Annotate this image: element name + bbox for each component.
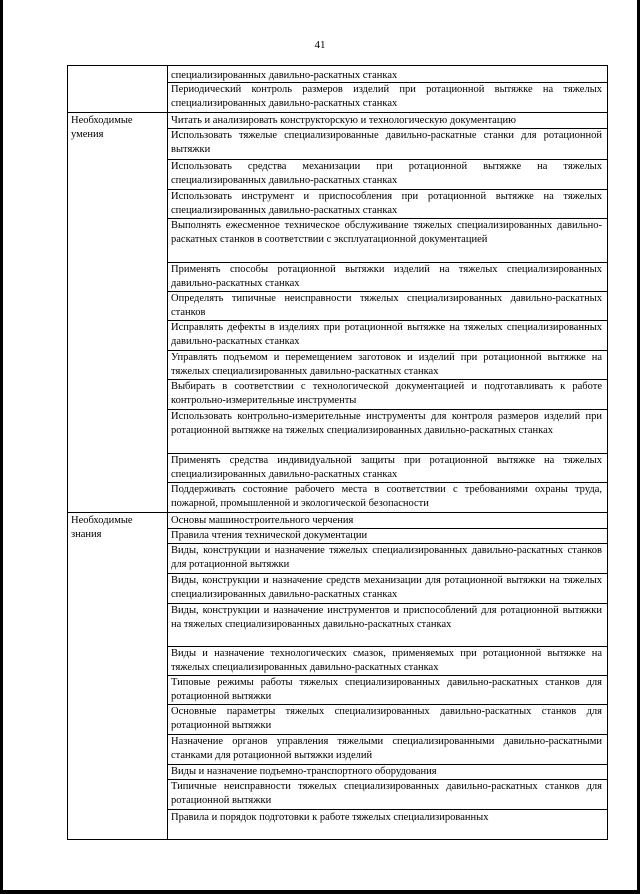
table-cell: Определять типичные неисправности тяжелых специализированных давильно-раскатных станков	[171, 293, 602, 319]
requirements-table	[67, 65, 608, 840]
table-cell: Виды, конструкции и назначение средств механизации для ротационной вытяжки на тяжелых специализированных давильно-раскатных станках	[171, 575, 602, 601]
table-cell: Читать и анализировать конструкторскую и технологическую документацию	[171, 115, 516, 126]
table-cell: Правила чтения технической документации	[171, 530, 368, 541]
scan-edge-bottom	[0, 890, 640, 894]
table-cell: Использовать инструмент и приспособления при ротационной вытяжке на тяжелых специализированных давильно-раскатных станках	[171, 191, 602, 217]
table-cell: Управлять подъемом и перемещением заготовок и изделий при ротационной вытяжке на тяжелых специализированных давильно-раскатных станках	[171, 352, 602, 378]
table-cell: Назначение органов управления тяжелыми специализированными давильно-раскатными станками для ротационной вытяжки изделий	[171, 736, 602, 762]
table-cell: Правила и порядок подготовки к работе тяжелых специализированных	[171, 812, 489, 823]
page-number: 41	[314, 39, 326, 51]
table-cell: Основы машиностроительного черчения	[171, 515, 354, 526]
table-cell: Использовать контрольно-измерительные инструменты для контроля размеров изделий при ротационной вытяжке на тяжелых специализированных давильно-раскатных станках	[171, 411, 602, 437]
scan-edge-left	[0, 0, 3, 894]
table-cell: Виды и назначение подъемно-транспортного оборудования	[171, 766, 437, 777]
table-cell: Виды, конструкции и назначение тяжелых специализированных давильно-раскатных станков для ротационной вытяжки	[171, 545, 602, 571]
table-cell: Основные параметры тяжелых специализированных давильно-раскатных станков для ротационной вытяжки	[171, 706, 602, 732]
table-cell: специализированных давильно-раскатных станках	[171, 70, 398, 81]
table-cell: Виды и назначение технологических смазок, применяемых при ротационной вытяжке на тяжелых специализированных давильно-раскатных станках	[171, 648, 602, 674]
table-cell: Применять способы ротационной вытяжки изделий на тяжелых специализированных давильно-раскатных станках	[171, 264, 602, 290]
table-cell: Выполнять ежесменное техническое обслуживание тяжелых специализированных давильно-раскатных станков в соответствии с эксплуатационной документацией	[171, 220, 602, 246]
table-cell: Виды, конструкции и назначение инструментов и приспособлений для ротационной вытяжки на тяжелых специализированных давильно-раскатных станках	[171, 605, 602, 631]
section-divider	[68, 112, 608, 113]
table-cell: Типичные неисправности тяжелых специализированных давильно-раскатных станков для ротационной вытяжки	[171, 781, 602, 807]
table-cell: Использовать средства механизации при ротационной вытяжке на тяжелых специализированных давильно-раскатных станках	[171, 161, 602, 187]
section-divider	[68, 512, 608, 513]
table-cell: Применять средства индивидуальной защиты при ротационной вытяжке на тяжелых специализированных давильно-раскатных станках	[171, 455, 602, 481]
section-label-knowledge: Необходимые знания	[71, 515, 133, 540]
row-divider	[168, 809, 608, 810]
table-cell: Поддерживать состояние рабочего места в соответствии с требованиями охраны труда, пожарной, промышленной и экологической безопасности	[171, 484, 602, 510]
table-cell: Использовать тяжелые специализированные давильно-раскатные станки для ротационной вытяжки	[171, 130, 602, 156]
table-cell: Периодический контроль размеров изделий при ротационной вытяжке на тяжелых специализированных давильно-раскатных станках	[171, 84, 602, 110]
table-cell: Типовые режимы работы тяжелых специализированных давильно-раскатных станков для ротационной вытяжки	[171, 677, 602, 703]
section-label-skills: Необходимые умения	[71, 115, 133, 140]
table-cell: Исправлять дефекты в изделиях при ротационной вытяжке на тяжелых специализированных давильно-раскатных станках	[171, 322, 602, 348]
table-cell: Выбирать в соответствии с технологической документацией и подготавливать к работе контрольно-измерительные инструменты	[171, 381, 602, 407]
